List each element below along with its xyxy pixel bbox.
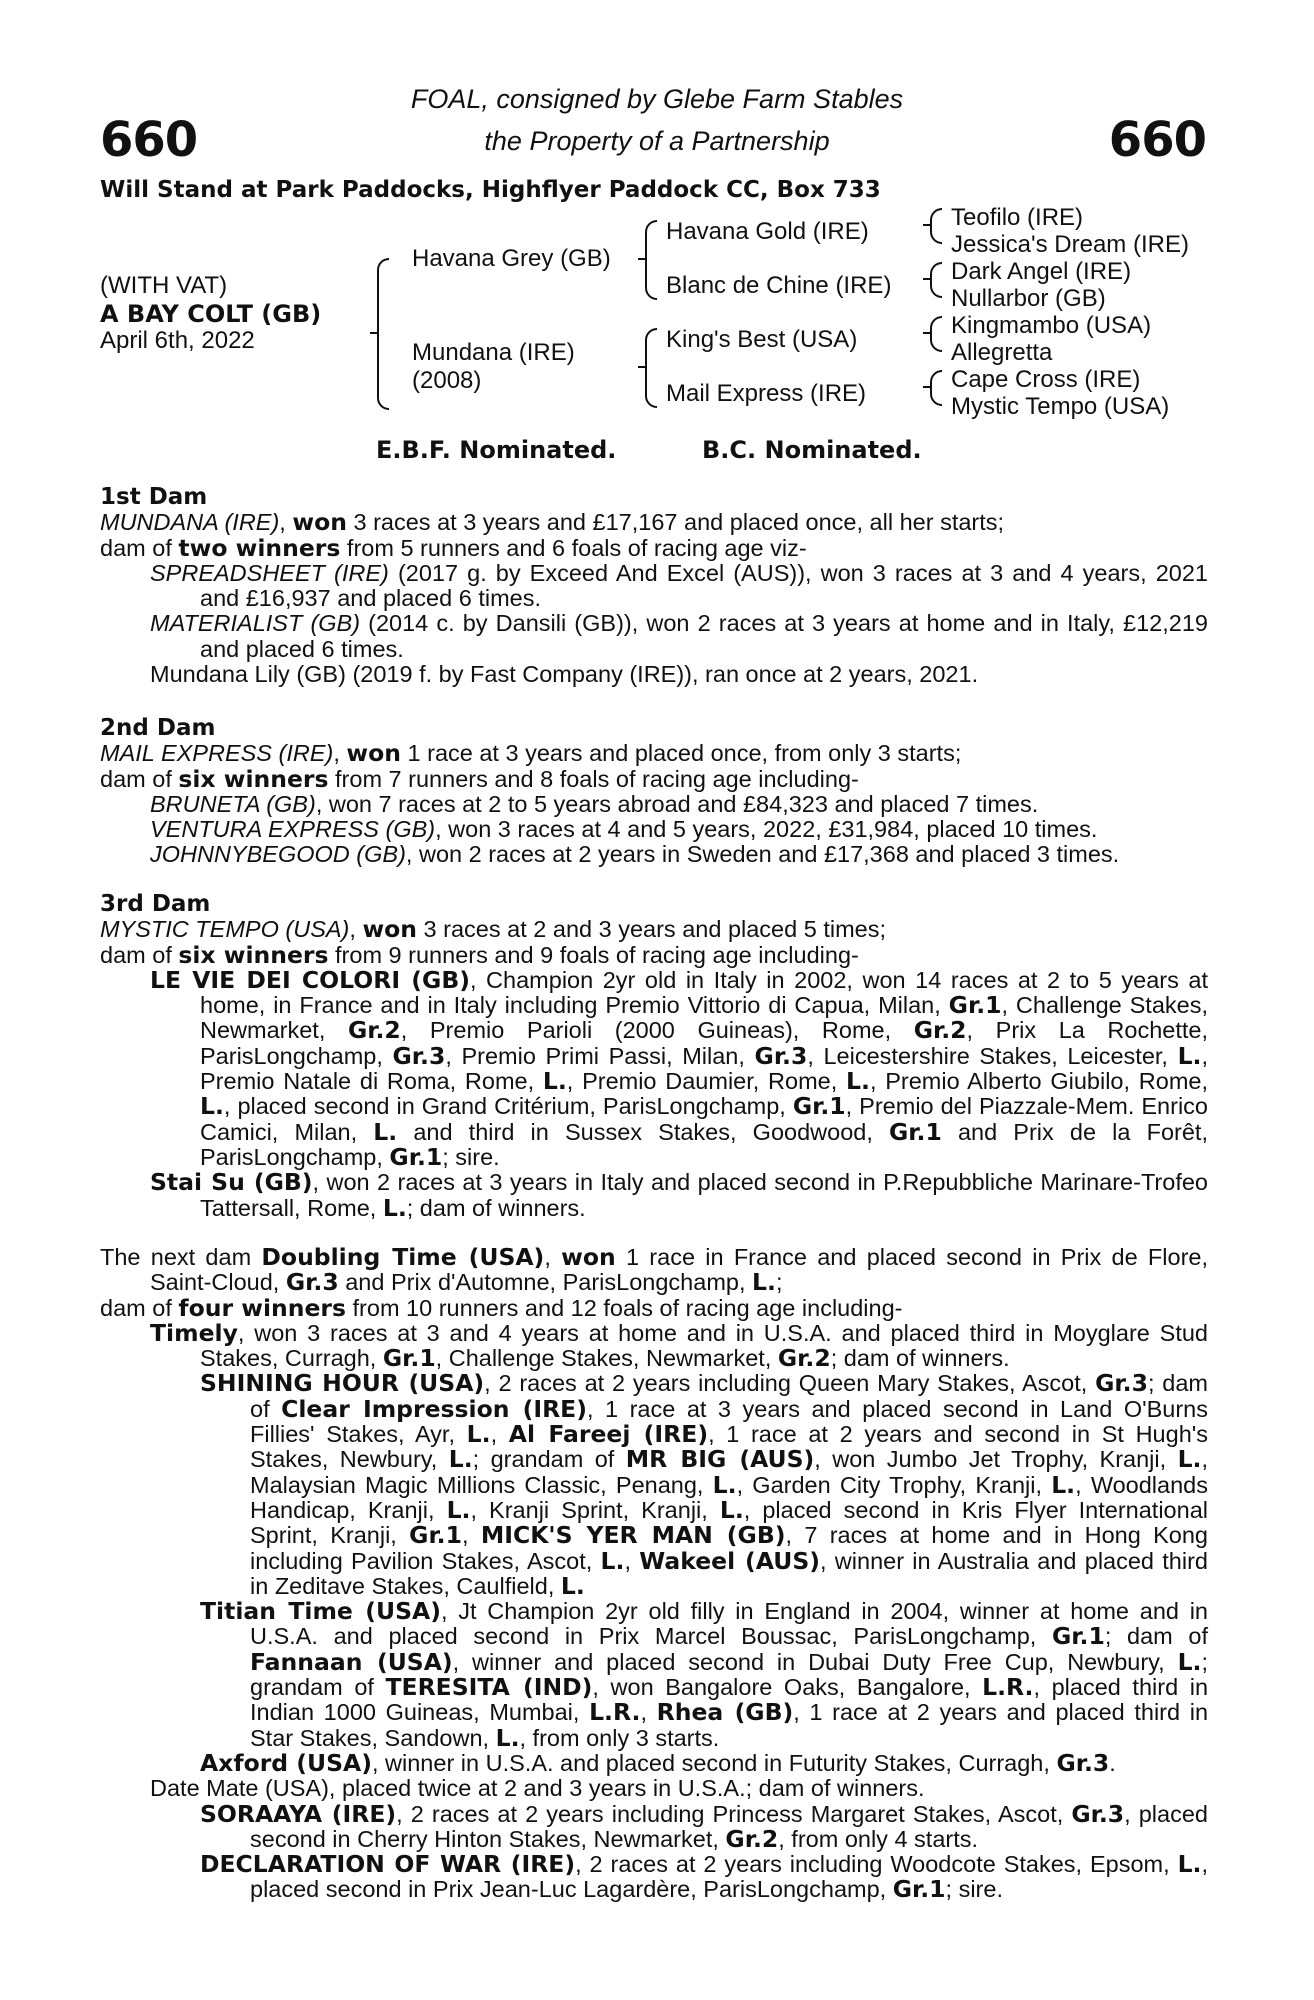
first-dam-line: MUNDANA (IRE), won 3 races at 3 years and £17,167 and placed once, all her starts; — [100, 508, 1005, 537]
pedigree-gen3-3: Dark Angel (IRE) — [951, 258, 1132, 285]
pedigree-gen3-6: Allegretta — [951, 339, 1053, 366]
pedigree-dam-year: (2008) — [412, 367, 482, 394]
second-dam-heading: 2nd Dam — [100, 715, 216, 741]
first-dam-produce: dam of two winners from 5 runners and 6 foals of racing age viz- — [100, 533, 807, 562]
next-dam-section — [100, 1245, 1208, 1903]
vat-note: (WITH VAT) — [100, 272, 228, 299]
third-dam-heading: 3rd Dam — [100, 891, 211, 917]
pedigree-bracket-main — [377, 258, 389, 410]
produce-timely: Timely, won 3 races at 3 and 4 years at home and in U.S.A. and placed third in Moyglare Stud Stakes, Curragh, Gr.1, Challenge Stakes, Newmarket, Gr.2; dam of winners. — [150, 1318, 1208, 1373]
second-dam-produce: dam of six winners from 7 runners and 8 foals of racing age including- — [100, 764, 859, 793]
consignment-line2: the Property of a Partnership — [484, 126, 830, 156]
produce-declaration-of-war: DECLARATION OF WAR (IRE), 2 races at 2 years including Woodcote Stakes, Epsom, L., placed second in Prix Jean-Luc Lagardère, ParisLongchamp, Gr.1; sire. — [200, 1850, 1208, 1904]
bracket-sire — [645, 220, 657, 300]
produce-bruneta: BRUNETA (GB), won 7 races at 2 to 5 years abroad and £84,323 and placed 7 times. — [150, 790, 1039, 817]
bracket-g34-point — [923, 278, 930, 280]
produce-date-mate: Date Mate (USA), placed twice at 2 and 3 years in U.S.A.; dam of winners. — [150, 1775, 925, 1802]
bracket-dam — [645, 328, 657, 408]
pedigree-gen3-8: Mystic Tempo (USA) — [951, 393, 1170, 420]
produce-materialist: MATERIALIST (GB) (2014 c. by Dansili (GB)), won 2 races at 3 years at home and in Italy, £12,219 and placed 6 times. — [150, 610, 1208, 662]
bc-nomination: B.C. Nominated. — [702, 436, 922, 464]
second-dam-line: MAIL EXPRESS (IRE), won 1 race at 3 years and placed once, from only 3 starts; — [100, 739, 962, 768]
pedigree-gen3-4: Nullarbor (GB) — [951, 285, 1106, 312]
pedigree-gen3-7: Cape Cross (IRE) — [951, 366, 1141, 393]
second-dam-section — [100, 716, 1208, 868]
bracket-sire-point — [638, 258, 645, 260]
pedigree-sire-sire: Havana Gold (IRE) — [666, 218, 869, 245]
pedigree-dam-sire: King's Best (USA) — [666, 326, 858, 353]
pedigree-gen3-5: Kingmambo (USA) — [951, 312, 1152, 339]
produce-shining-hour: SHINING HOUR (USA), 2 races at 2 years including Queen Mary Stakes, Ascot, Gr.3; dam of Clear Impression (IRE), 1 race at 3 years and placed second in Land O'Burns Fillies' Stakes, Ayr, L., Al Fareej (IRE), 1 race at 2 years and second in St Hugh's Stakes, Newbury, L.; grandam of MR BIG (AUS), won Jumbo Jet Trophy, Kranji, L., Malaysian Magic Millions Classic, Penang, L., Garden City Trophy, Kranji, L., Woodlands Handicap, Kranji, L., Kranji Sprint, Kranji, L., placed second in Kris Flyer International Sprint, Kranji, Gr.1, MICK'S YER MAN (GB), 7 races at home and in Hong Kong including Pavilion Stakes, Ascot, L., Wakeel (AUS), winner in Australia and placed third in Zeditave Stakes, Caulfield, L. — [200, 1369, 1208, 1600]
produce-mundana-lily: Mundana Lily (GB) (2019 f. by Fast Company (IRE)), ran once at 2 years, 2021. — [150, 661, 979, 688]
produce-axford: Axford (USA), winner in U.S.A. and placed second in Futurity Stakes, Curragh, Gr.3. — [200, 1748, 1116, 1777]
pedigree-bracket-point — [370, 332, 377, 334]
bracket-dam-point — [638, 366, 645, 368]
third-dam-line: MYSTIC TEMPO (USA), won 3 races at 2 and 3 years and placed 5 times; — [100, 915, 886, 944]
bracket-g56-point — [923, 332, 930, 334]
pedigree-gen3-2: Jessica's Dream (IRE) — [951, 231, 1189, 258]
bracket-g12-point — [923, 224, 930, 226]
bracket-g56 — [930, 316, 942, 352]
produce-spreadsheet: SPREADSHEET (IRE) (2017 g. by Exceed And Excel (AUS)), won 3 races at 3 and 4 years, 2021 and £16,937 and placed 6 times. — [150, 559, 1209, 612]
produce-stai-su: Stai Su (GB), won 2 races at 3 years in Italy and placed second in P.Repubbliche Marinare-Trofeo Tattersall, Rome, L.; dam of winners. — [150, 1168, 1208, 1222]
bracket-g78-point — [923, 386, 930, 388]
produce-titian-time: Titian Time (USA), Jt Champion 2yr old filly in England in 2004, winner at home and in U.S.A. and placed second in Prix Marcel Boussac, ParisLongchamp, Gr.1; dam of Fannaan (USA), winner and placed second in Dubai Duty Free Cup, Newbury, L.; grandam of TERESITA (IND), won Bangalore Oaks, Bangalore, L.R., placed third in Indian 1000 Guineas, Mumbai, L.R., Rhea (GB), 1 race at 2 years and placed third in Star Stakes, Sandown, L., from only 3 starts. — [200, 1597, 1209, 1752]
produce-soraaya: SORAAYA (IRE), 2 races at 2 years including Princess Margaret Stakes, Ascot, Gr.3, placed second in Cherry Hinton Stakes, Newmarket, Gr.2, from only 4 starts. — [200, 1799, 1208, 1853]
bracket-g12 — [930, 208, 942, 244]
third-dam-section — [100, 892, 1208, 1221]
first-dam-section — [100, 485, 1208, 687]
pedigree-sire: Havana Grey (GB) — [412, 245, 611, 272]
produce-ventura-express: VENTURA EXPRESS (GB), won 3 races at 4 and 5 years, 2022, £31,984, placed 10 times. — [150, 816, 1098, 843]
pedigree-dam: Mundana (IRE) — [412, 339, 575, 366]
pedigree-dam-dam: Mail Express (IRE) — [666, 380, 867, 407]
produce-johnnybegood: JOHNNYBEGOOD (GB), won 2 races at 2 years in Sweden and £17,368 and placed 3 times. — [150, 841, 1120, 868]
stand-line: Will Stand at Park Paddocks, Highflyer Paddock CC, Box 733 — [100, 177, 881, 203]
consignment-line1: FOAL, consigned by Glebe Farm Stables — [410, 84, 904, 114]
horse-name: A BAY COLT (GB) — [100, 300, 322, 328]
foaling-date: April 6th, 2022 — [100, 327, 255, 354]
first-dam-heading: 1st Dam — [100, 484, 208, 510]
bracket-g34 — [930, 262, 942, 298]
next-dam-line: The next dam Doubling Time (USA), won 1 race in France and placed second in Prix de Flore, Saint-Cloud, Gr.3 and Prix d'Automne, ParisLongchamp, L.; — [100, 1243, 1209, 1297]
bracket-g78 — [930, 370, 942, 406]
third-dam-produce: dam of six winners from 9 runners and 9 foals of racing age including- — [100, 940, 859, 969]
pedigree-gen3-1: Teofilo (IRE) — [951, 204, 1084, 231]
ebf-nomination: E.B.F. Nominated. — [376, 436, 617, 464]
next-dam-produce: dam of four winners from 10 runners and 12 foals of racing age including- — [100, 1293, 903, 1322]
lot-number-right: 660 — [1108, 112, 1206, 168]
lot-number-left: 660 — [100, 112, 198, 168]
produce-le-vie-dei-colori: LE VIE DEI COLORI (GB), Champion 2yr old in Italy in 2002, won 14 races at 2 to 5 years at home, in France and in Italy including Premio Vittorio di Capua, Milan, Gr.1, Challenge Stakes, Newmarket, Gr.2, Premio Parioli (2000 Guineas), Rome, Gr.2, Prix La Rochette, ParisLongchamp, Gr.3, Premio Primi Passi, Milan, Gr.3, Leicestershire Stakes, Leicester, L., Premio Natale di Roma, Rome, L., Premio Daumier, Rome, L., Premio Alberto Giubilo, Rome, L., placed second in Grand Critérium, ParisLongchamp, Gr.1, Premio del Piazzale-Mem. Enrico Camici, Milan, L. and third in Sussex Stakes, Goodwood, Gr.1 and Prix de la Forêt, ParisLongchamp, Gr.1; sire. — [150, 965, 1209, 1171]
pedigree-sire-dam: Blanc de Chine (IRE) — [666, 272, 892, 299]
